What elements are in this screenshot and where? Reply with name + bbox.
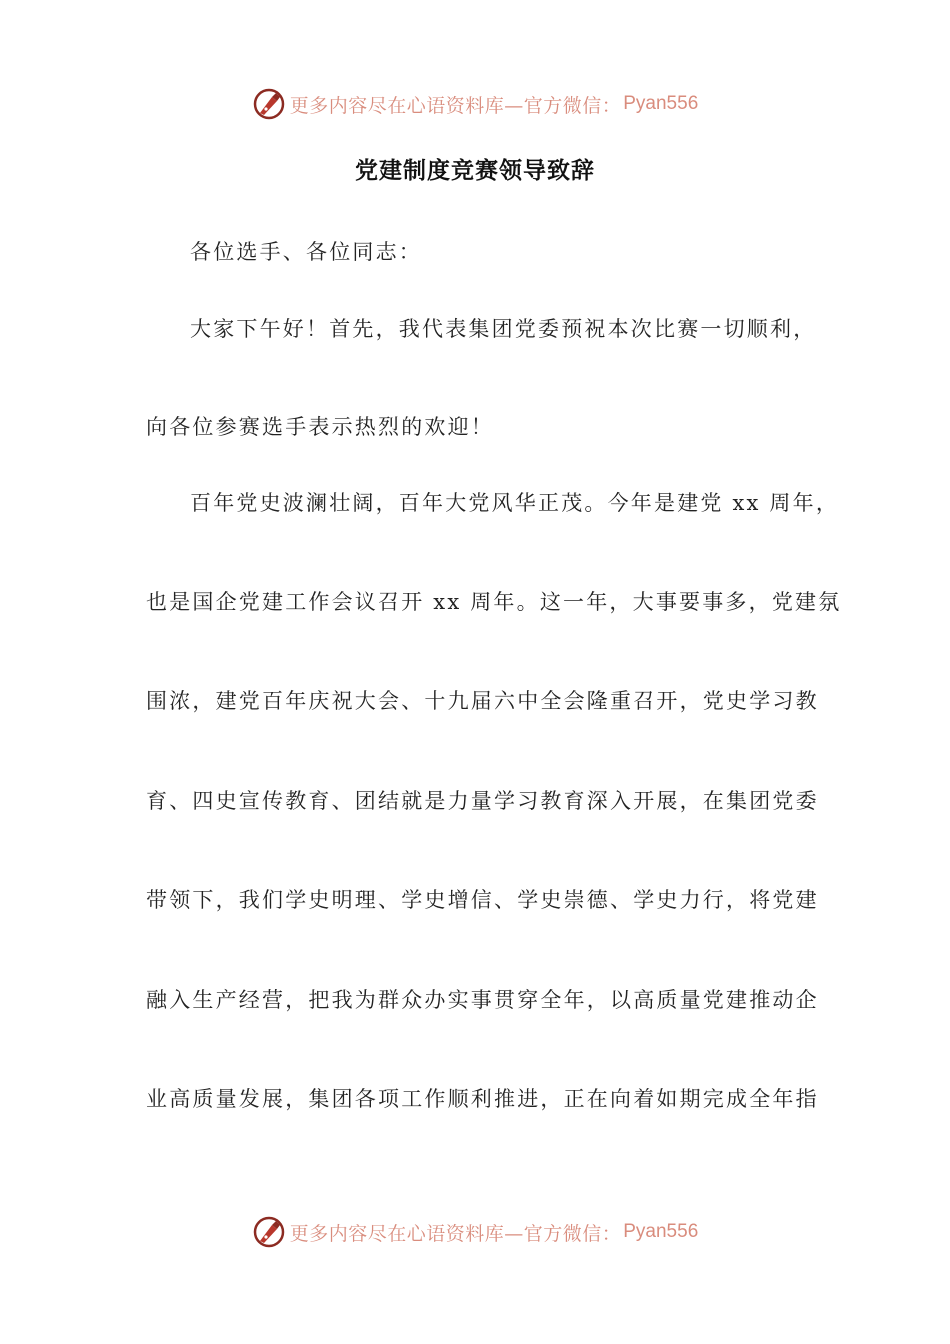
text-line: 大家下午好！首先，我代表集团党委预祝本次比赛一切顺利， bbox=[190, 317, 817, 341]
text-line: 百年党史波澜壮阔，百年大党风华正茂。今年是建党 xx 周年， bbox=[190, 491, 840, 515]
text-line: 业高质量发展，集团各项工作顺利推进，正在向着如期完成全年指 bbox=[146, 1087, 819, 1111]
document-title: 党建制度竞赛领导致辞 bbox=[355, 157, 595, 184]
banner-text: 更多内容尽在心语资料库—官方微信： bbox=[289, 94, 622, 117]
pen-nib-logo-icon bbox=[252, 1215, 286, 1249]
banner-text: 更多内容尽在心语资料库—官方微信： bbox=[289, 1222, 622, 1245]
pen-nib-logo-icon bbox=[252, 87, 286, 121]
header-banner bbox=[0, 84, 950, 124]
text-line: 育、四史宣传教育、团结就是力量学习教育深入开展，在集团党委 bbox=[146, 789, 819, 813]
text-line: 融入生产经营，把我为群众办实事贯穿全年，以高质量党建推动企 bbox=[146, 988, 819, 1012]
text-line: 向各位参赛选手表示热烈的欢迎！ bbox=[146, 415, 494, 439]
text-line: 带领下，我们学史明理、学史增信、学史崇德、学史力行，将党建 bbox=[146, 888, 819, 912]
text-line: 围浓，建党百年庆祝大会、十九届六中全会隆重召开，党史学习教 bbox=[146, 689, 819, 713]
text-line: 各位选手、各位同志： bbox=[190, 240, 422, 264]
banner-wechat-id: Pyan556 bbox=[623, 1221, 699, 1242]
footer-banner bbox=[0, 1212, 950, 1252]
text-line: 也是国企党建工作会议召开 xx 周年。这一年，大事要事多，党建氛 bbox=[146, 590, 842, 614]
banner-wechat-id: Pyan556 bbox=[623, 93, 699, 114]
